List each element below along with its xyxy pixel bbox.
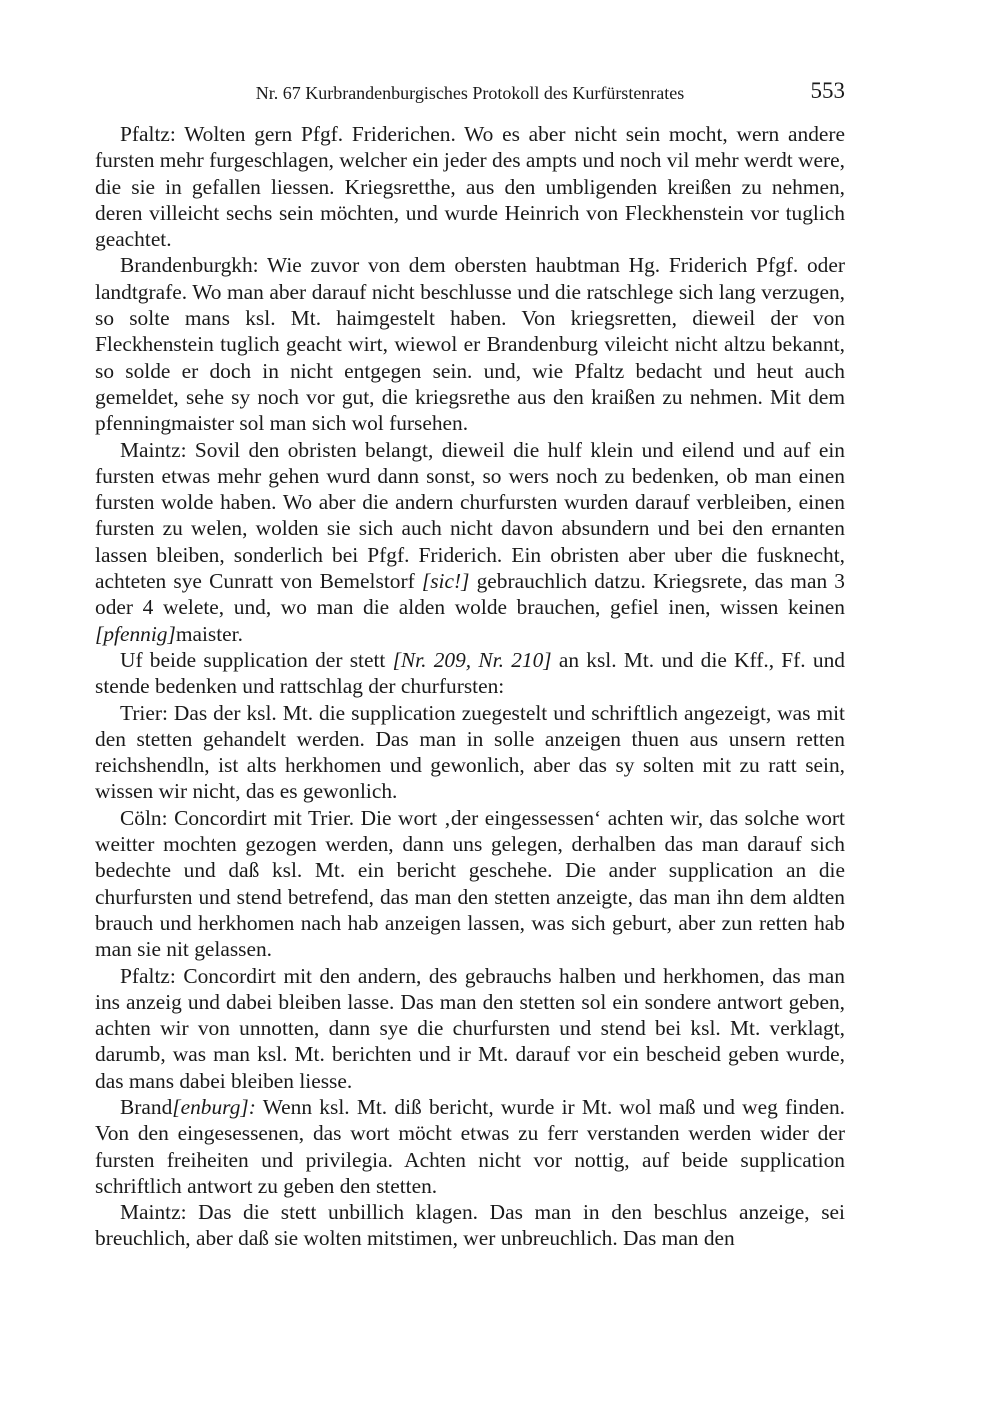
paragraph-brandenburgkh [95, 252, 845, 436]
paragraph-brandenburg [95, 1094, 845, 1199]
paragraph-pfaltz-1 [95, 121, 845, 252]
paragraph-text: Wenn ksl. Mt. diß bericht, wurde ir Mt. wol maß und weg finden. Von den eingesessenen, das wort möcht etwas zu ferr verstanden werden wider der fursten freiheiten und privilegia. Achten nicht vor nottig, auf beide supplication schriftlich antwort zu geben den stetten. [95, 1094, 845, 1198]
paragraph-maintz-2 [95, 1199, 845, 1252]
editorial-note-enburg: [enburg]: [172, 1094, 256, 1119]
paragraph-text: gebrauchlich datzu. Kriegsrete, das man 3 oder 4 welete, und, wo man die alden wolde brauchen, gefiel inen, wissen keinen [95, 569, 845, 620]
paragraph-text: Uf beide supplication der stett [120, 647, 393, 672]
paragraph-text: maister. [175, 621, 243, 646]
running-title: Nr. 67 Kurbrandenburgisches Protokoll des Kurfürstenrates [255, 83, 685, 103]
page-header [95, 78, 845, 108]
paragraph-pfaltz-2 [95, 963, 845, 1094]
paragraph-text: Trier: Das der ksl. Mt. die supplication zuegestelt und schriftlich angezeigt, was mit den stetten gehandelt werden. Das man in solle anzeigen thuen aus unsern retten reichshendln, ist alts herkhomen und gewonlich, aber das sy solten mit zu ratt sein, wissen wir nicht, das es gewonlich. [95, 700, 845, 804]
paragraph-text: Pfaltz: Concordirt mit den andern, des gebrauchs halben und herkhomen, das man ins anzeig und dabei bleiben lasse. Das man den stetten sol ein sondere antwort geben, achten wir von unnotten, dann sye die churfursten und stend bei ksl. Mt. verklagt, darumb, was man ksl. Mt. berichten und ir Mt. darauf vor ein bescheid geben wurde, das mans dabei bleiben liesse. [95, 963, 845, 1093]
editorial-note-sic: [sic!] [421, 569, 470, 594]
editorial-note-reference: [Nr. 209, Nr. 210] [392, 647, 552, 672]
paragraph-maintz-1 [95, 437, 845, 647]
paragraph-coeln [95, 805, 845, 963]
page-number: 553 [810, 78, 845, 103]
paragraph-trier [95, 700, 845, 805]
paragraph-text: Cöln: Concordirt mit Trier. Die wort ‚der eingessessen‘ achten wir, das solche wort weitter mochten gezogen werden, dann uns gelegen, derhalben das man darauf sich bedechte und daß ksl. Mt. ein bericht geschehe. Die ander supplication an die churfursten und stend betrefend, das man den stetten anzeigte, das man ihn dem aldten brauch und herkhomen nach hab anzeigen lassen, was sich geburt, aber zun retten hab man sie nit gelassen. [95, 805, 845, 962]
paragraph-text: Maintz: Das die stett unbillich klagen. Das man in den beschlus anzeige, sei breuchlich, aber daß sie wolten mitstimen, wer unbreuchlich. Das man den [95, 1200, 845, 1251]
paragraph-text: Brandenburgkh: Wie zuvor von dem obersten haubtman Hg. Friderich Pfgf. oder landtgrafe. Wo man aber darauf nicht beschlusse und die ratschlege sich lang verzugen, so solte mans ksl. Mt. haimgestelt haben. Von kriegsretten, dieweil der von Fleckhenstein tuglich geacht wirt, wiewol er Brandenburg vileicht nicht altzu bekannt, so solde er doch in nicht entgegen sein. und, wie Pfaltz bedacht und heut auch gemeldet, sehe sy noch vor gut, die kriegsrethe aus den kraißen zu nehmen. Mit dem pfenningmaister sol man sich wol fursehen. [95, 253, 845, 436]
paragraph-text: Brand [120, 1094, 173, 1119]
paragraph-text: Maintz: Sovil den obristen belangt, dieweil die hulf klein und eilend und auf ein fursten etwas mehr gehen wurd dann sonst, so wers noch zu bedenken, ob man einen fursten wolde haben. Wo aber die andern churfursten wurden darauf verbleiben, einen fursten zu welen, wolden sie sich auch nicht davon absundern und bei den ernanten lassen bleiben, sonderlich bei Pfgf. Friderich. Ein obristen aber uber die fusknecht, achteten sye Cunratt von Bemelstorf [95, 437, 845, 594]
paragraph-supplication [95, 647, 845, 700]
protocol-text [95, 121, 845, 1252]
editorial-note-pfennig: [pfennig] [95, 621, 176, 646]
paragraph-text: an ksl. Mt. und die Kff., Ff. und stende bedenken und rattschlag der churfursten: [95, 647, 845, 699]
paragraph-text: Pfaltz: Wolten gern Pfgf. Friderichen. Wo es aber nicht sein mocht, wern andere fursten mehr furgeschlagen, welcher ein jeder des ampts und noch vil mehr werdt were, die sie in gefallen liessen. Kriegsretthe, aus den umbligenden kreißen zu nehmen, deren villeicht sechs sein möchten, und wurde Heinrich von Fleckhenstein vor tuglich geachtet. [95, 122, 845, 252]
